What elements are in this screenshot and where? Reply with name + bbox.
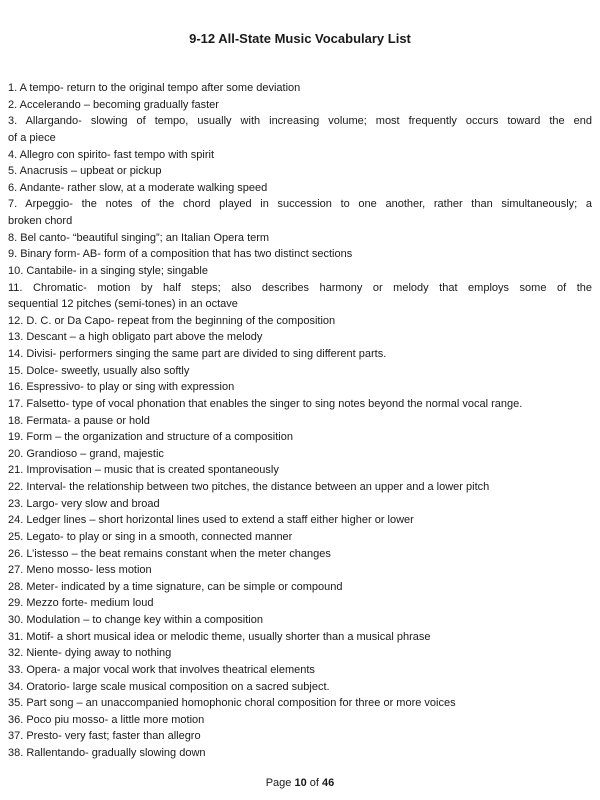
list-item: 10. Cantabile- in a singing style; singable [8,264,208,277]
list-item: 23. Largo- very slow and broad [8,497,160,510]
list-item: 26. L’istesso – the beat remains constant when the meter changes [8,547,331,560]
list-item-line: broken chord [8,215,73,227]
footer-of-label: of [309,777,319,789]
list-item: 19. Form – the organization and structure of a composition [8,431,293,444]
list-item-line: of a piece [8,131,56,144]
list-item: 20. Grandioso – grand, majestic [8,447,164,460]
list-item: 4. Allegro con spirito- fast tempo with spirit [8,148,215,161]
list-item: 34. Oratorio- large scale musical composition on a sacred subject. [8,680,330,693]
list-item: 6. Andante- rather slow, at a moderate walking speed [8,181,268,194]
list-item: 35. Part song – an unaccompanied homophonic choral composition for three or more voices [8,697,456,710]
vocab-list [8,80,592,762]
list-item: 18. Fermata- a pause or hold [8,414,150,427]
list-item: 32. Niente- dying away to nothing [8,647,172,660]
list-item: 5. Anacrusis – upbeat or pickup [8,165,162,178]
list-item: 30. Modulation – to change key within a composition [8,614,263,626]
list-item: 9. Binary form- AB- form of a composition that has two distinct sections [8,248,353,261]
list-item: 31. Motif- a short musical idea or melodic theme, usually shorter than a musical phrase [8,630,431,643]
list-item: 38. Rallentando- gradually slowing down [8,747,206,759]
list-item: 12. D. C. or Da Capo- repeat from the beginning of the composition [8,314,336,327]
list-item [8,280,592,313]
list-item: 15. Dolce- sweetly, usually also softly [8,364,190,377]
list-item: 27. Meno mosso- less motion [8,564,152,577]
list-item: 17. Falsetto- type of vocal phonation that enables the singer to sing notes beyond the normal vocal range. [8,397,523,410]
list-item [8,196,592,229]
list-item: 13. Descant – a high obligato part above the melody [8,331,263,344]
list-item: 36. Poco piu mosso- a little more motion [8,713,205,726]
list-item: 29. Mezzo forte- medium loud [8,597,154,610]
footer-page-number: 10 [294,777,307,789]
list-item: 28. Meter- indicated by a time signature, can be simple or compound [8,580,343,593]
list-item: 21. Improvisation – music that is created spontaneously [8,464,279,477]
list-item: 14. Divisi- performers singing the same part are divided to sing different parts. [8,348,387,360]
list-item-line: 11. Chromatic- motion by half steps; also describes harmony or melody that employs some of the [8,281,592,294]
footer-total-pages: 46 [322,777,335,789]
list-item: 22. Interval- the relationship between two pitches, the distance between an upper and a lower pitch [8,481,490,493]
page-footer [0,777,600,789]
list-item: 37. Presto- very fast; faster than allegro [8,730,201,743]
list-item: 2. Accelerando – becoming gradually faster [8,98,219,111]
list-item-line: 7. Arpeggio- the notes of the chord played in succession to one another, rather than simultaneously; a [8,198,592,211]
list-item [8,113,592,146]
page-title: 9-12 All-State Music Vocabulary List [189,31,411,46]
list-item: 1. A tempo- return to the original tempo after some deviation [8,82,301,94]
list-item: 24. Ledger lines – short horizontal lines used to extend a staff either higher or lower [8,514,414,527]
list-item: 8. Bel canto- “beautiful singing”; an Italian Opera term [8,231,270,244]
list-item: 33. Opera- a major vocal work that involves theatrical elements [8,663,315,676]
list-item: 25. Legato- to play or sing in a smooth, connected manner [8,530,293,543]
list-item-line: sequential 12 pitches (semi-tones) in an octave [8,298,238,311]
list-item-line: 3. Allargando- slowing of tempo, usually with increasing volume; most frequently occurs toward the end [8,115,592,128]
list-item: 16. Espressivo- to play or sing with expression [8,381,235,394]
footer-page-label: Page [265,777,292,789]
